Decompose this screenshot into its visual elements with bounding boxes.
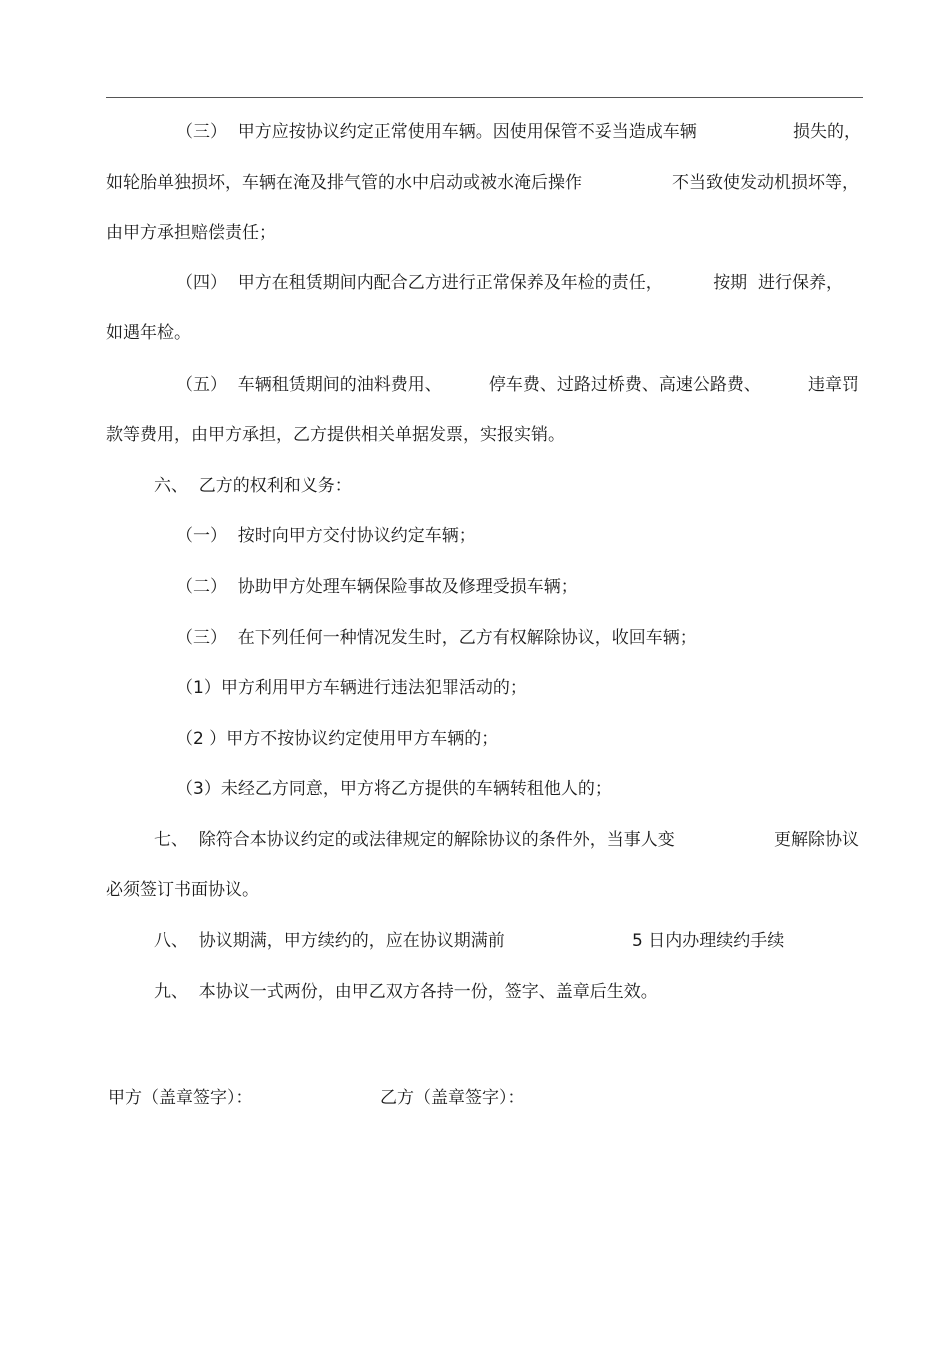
- section-6-item-3: （三） 在下列任何一种情况发生时，乙方有权解除协议，收回车辆；: [176, 628, 697, 648]
- section-6-item-2: （二） 协助甲方处理车辆保险事故及修理受损车辆；: [176, 577, 578, 597]
- section-7-text-a: 七、 除符合本协议约定的或法律规定的解除协议的条件外，当事人变: [154, 830, 675, 850]
- clause-3-text-b: 损失的，: [793, 122, 861, 142]
- clause-3-text-a: （三） 甲方应按协议约定正常使用车辆。因使用保管不妥当造成车辆: [176, 122, 697, 142]
- clause-3-text-d: 不当致使发动机损坏等，: [672, 173, 859, 193]
- section-8-text-a: 八、 协议期满，甲方续约的，应在协议期满前: [154, 931, 505, 951]
- signature-party-b: 乙方（盖章签字）：: [380, 1088, 525, 1108]
- clause-5-text-b: 停车费、过路过桥费、高速公路费、: [488, 375, 761, 395]
- section-7-line-1: [154, 829, 859, 851]
- signature-party-a: 甲方（盖章签字）：: [108, 1088, 253, 1108]
- section-6-item-1: （一） 按时向甲方交付协议约定车辆；: [176, 526, 476, 546]
- clause-3-text-c: 如轮胎单独损坏，车辆在淹及排气管的水中启动或被水淹后操作: [106, 173, 582, 193]
- clause-4-line-2: 如遇年检。: [106, 323, 191, 343]
- section-6-case-2: （2 ）甲方不按协议约定使用甲方车辆的；: [176, 729, 499, 749]
- clause-3-line-3: 由甲方承担赔偿责任；: [106, 223, 276, 243]
- clause-4-text-b: 按期 进行保养，: [713, 273, 843, 293]
- clause-4-text-a: （四） 甲方在租赁期间内配合乙方进行正常保养及年检的责任，: [176, 273, 663, 293]
- clause-5-line-2: 款等费用，由甲方承担，乙方提供相关单据发票，实报实销。: [106, 425, 565, 445]
- clause-3-line-2: [106, 172, 859, 194]
- section-6-heading: 六、 乙方的权利和义务：: [154, 476, 352, 496]
- section-8-text-b: 5 日内办理续约手续: [632, 931, 785, 951]
- section-6-case-1: （1）甲方利用甲方车辆进行违法犯罪活动的；: [176, 678, 527, 698]
- header-rule: [106, 97, 863, 98]
- section-9-text: 九、 本协议一式两份，由甲乙双方各持一份，签字、盖章后生效。: [154, 982, 658, 1002]
- section-6-case-3: （3）未经乙方同意，甲方将乙方提供的车辆转租他人的；: [176, 779, 612, 799]
- section-7-text-b: 更解除协议: [774, 830, 859, 850]
- section-7-line-2: 必须签订书面协议。: [106, 880, 259, 900]
- clause-4-line-1: [176, 272, 843, 294]
- clause-5-text-a: （五） 车辆租赁期间的油料费用、: [176, 375, 442, 395]
- clause-3-line-1: [176, 121, 861, 143]
- clause-5-line-1: [176, 374, 859, 396]
- clause-5-text-c: 违章罚: [808, 375, 859, 395]
